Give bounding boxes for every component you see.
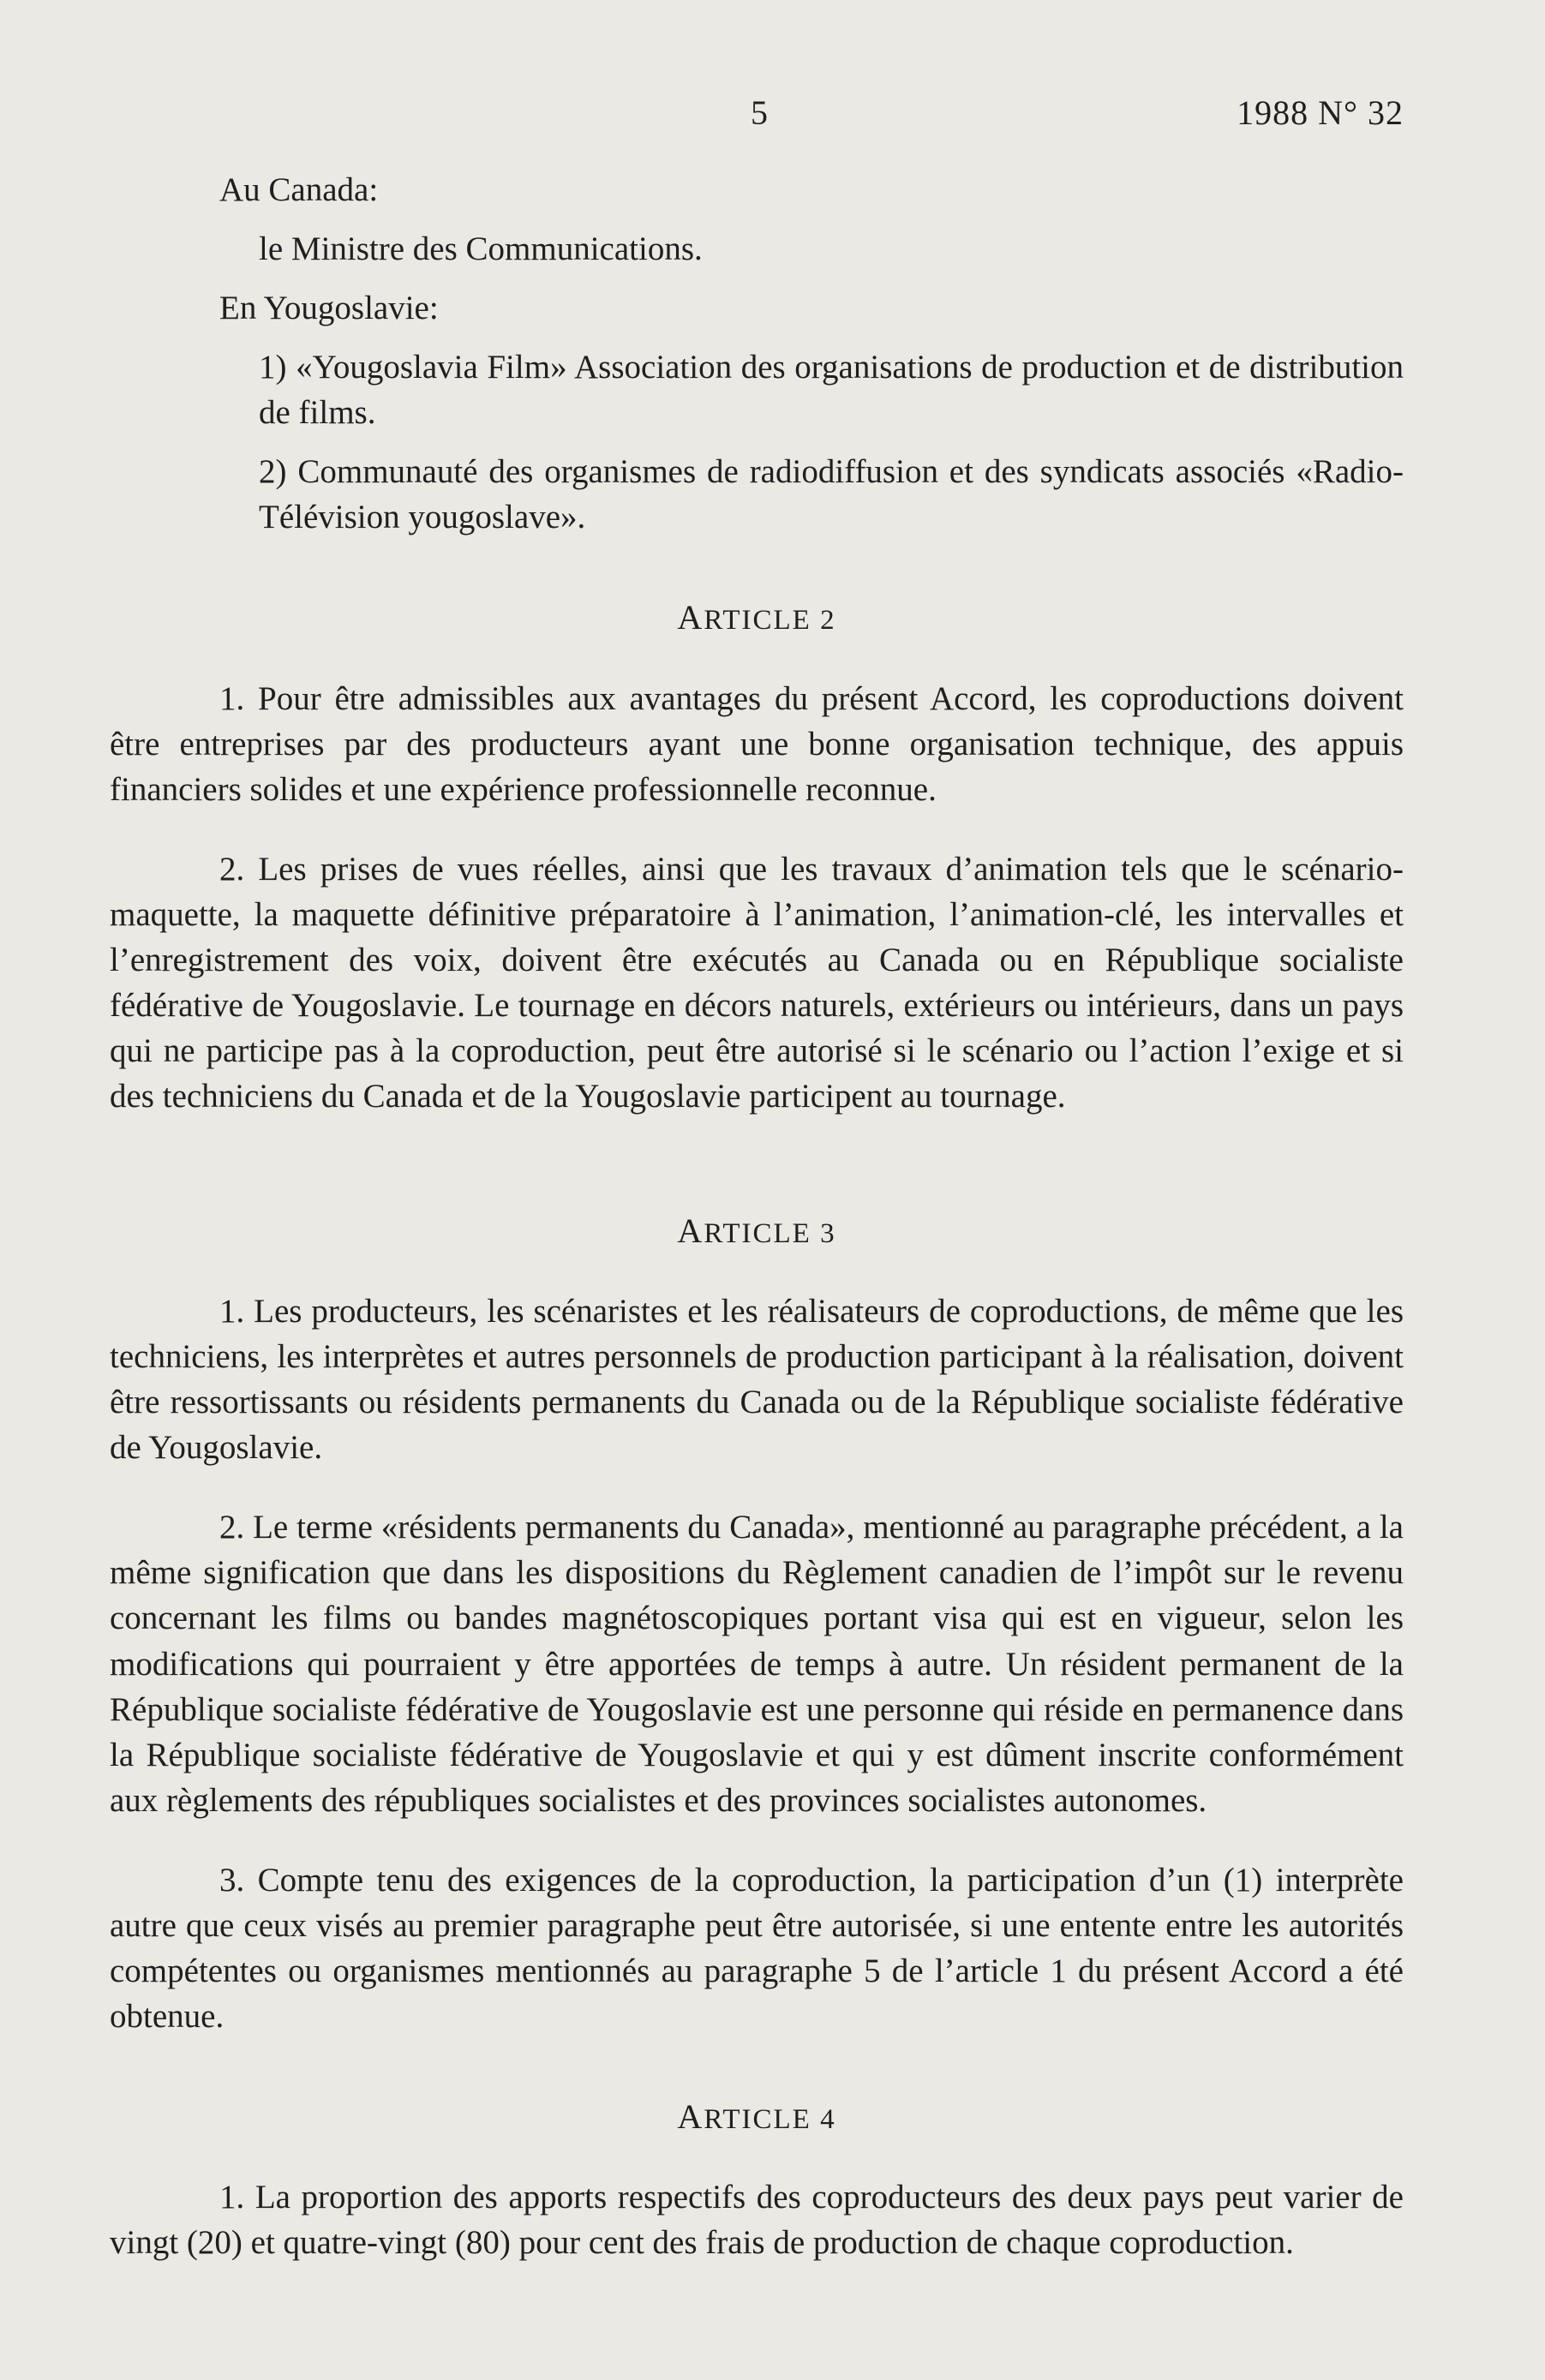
article-3-heading bbox=[110, 1208, 1404, 1254]
document-reference: 1988 N° 32 bbox=[1237, 93, 1404, 132]
page-header bbox=[110, 90, 1404, 141]
article-4-heading-cap: A bbox=[677, 2096, 704, 2136]
yugoslavia-item-2: 2) Communauté des organismes de radiodiffusion et des syndicats associés «Radio-Télévision yougoslave». bbox=[259, 453, 1404, 536]
article-2-heading-cap: A bbox=[677, 598, 704, 637]
article-2-heading-rest: RTICLE 2 bbox=[704, 605, 836, 637]
page-number: 5 bbox=[751, 93, 768, 132]
article-4-paragraph-1: 1. La proportion des apports respectifs des coproducteurs des deux pays peut varier de vingt (20) et quatre-vingt (80) pour cent des frais de production de chaque coproduction. bbox=[110, 2179, 1404, 2262]
article-2-paragraph-2: 2. Les prises de vues réelles, ainsi que les travaux d’animation tels que le scénario-maquette, la maquette définitive préparatoire à l’animation, l’animation-clé, les intervalles et l’enregistrement des voix, doivent être exécutés au Canada ou en République socialiste fédérative de Yougoslavie. Le tournage en décors naturels, extérieurs ou intérieurs, dans un pays qui ne participe pas à la coproduction, peut être autorisé si le scénario ou l’action l’exige et si des techniciens du Canada et de la Yougoslavie participent au tournage. bbox=[110, 850, 1404, 1115]
yugoslavia-item-1: 1) «Yougoslavia Film» Association des organisations de production et de distribution de films. bbox=[259, 349, 1404, 432]
canada-authority: le Ministre des Communications. bbox=[259, 230, 703, 268]
article-3-paragraph-2: 2. Le terme «résidents permanents du Canada», mentionné au paragraphe précédent, a la même signification que dans les dispositions du Règlement canadien de l’impôt sur le revenu concernant les films ou bandes magnétoscopiques portant visa qui est en vigueur, selon les modifications qui pourraient y être apportées de temps à autre. Un résident permanent de la République socialiste fédérative de Yougoslavie est une personne qui réside en permanence dans la République socialiste fédérative de Yougoslavie et qui y est dûment inscrite conformément aux règlements des républiques socialistes et des provinces socialistes autonomes. bbox=[110, 1509, 1404, 1819]
article-4-heading-rest: RTICLE 4 bbox=[704, 2103, 836, 2135]
article-2-paragraph-1: 1. Pour être admissibles aux avantages du présent Accord, les coproductions doivent être entreprises par des producteurs ayant une bonne organisation technique, des appuis financiers solides et une expérience professionnelle reconnue. bbox=[110, 679, 1404, 808]
yugoslavia-label: En Yougoslavie: bbox=[219, 290, 439, 327]
article-2-heading bbox=[110, 595, 1404, 641]
article-3-heading-cap: A bbox=[677, 1211, 704, 1250]
article-3-paragraph-3: 3. Compte tenu des exigences de la coproduction, la participation d’un (1) interprète autre que ceux visés au premier paragraphe peut être autorisée, si une entente entre les autorités compétentes ou organismes mentionnés au paragraphe 5 de l’article 1 du présent Accord a été obtenue. bbox=[110, 1861, 1404, 2035]
article-4-heading bbox=[110, 2094, 1404, 2140]
article-3-paragraph-1: 1. Les producteurs, les scénaristes et les réalisateurs de coproductions, de même que les techniciens, les interprètes et autres personnels de production participant à la réalisation, doivent être ressortissants ou résidents permanents du Canada ou de la République socialiste fédérative de Yougoslavie. bbox=[110, 1293, 1404, 1467]
article-3-heading-rest: RTICLE 3 bbox=[704, 1217, 836, 1249]
canada-label: Au Canada: bbox=[219, 171, 379, 208]
